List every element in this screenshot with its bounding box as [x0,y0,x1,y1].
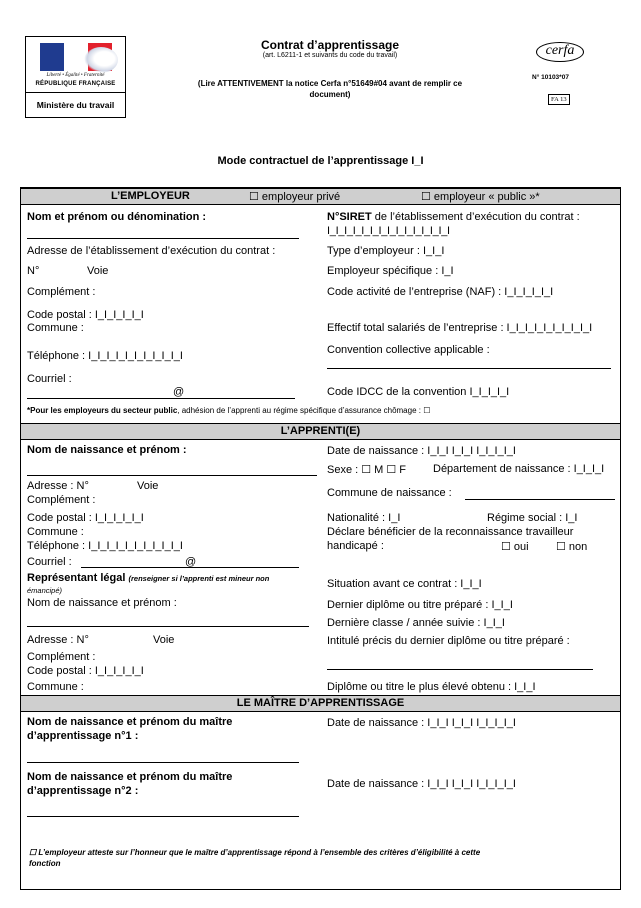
employeur-title: L’EMPLOYEUR [111,190,190,202]
employeur-at-sign: @ [173,386,185,398]
handicap-oui-checkbox[interactable]: ☐ oui [501,541,529,553]
maitre-title: LE MAÎTRE D’APPRENTISSAGE [236,697,405,709]
situation-field[interactable]: Situation avant ce contrat : I_I_I [327,578,482,590]
employeur-nom-field[interactable] [27,238,299,239]
representant-nom-label: Nom de naissance et prénom : [27,597,177,609]
apprenti-nom-label: Nom de naissance et prénom : [27,444,187,456]
marianne-icon [84,47,118,73]
employeur-telephone-field[interactable]: Téléphone : I_I_I_I_I_I_I_I_I_I_I [27,350,183,362]
republique-logo [25,36,126,118]
fa-badge: FA 13 [548,94,570,105]
maitre2-nom-label-line2: d’apprentissage n°2 : [27,785,139,797]
handicap-non-checkbox[interactable]: ☐ non [556,541,588,553]
document-subtitle: (art. L6211-1 et suivants du code du travail) [262,52,398,59]
attestation-checkbox[interactable]: ☐ L’employeur atteste sur l’honneur que le maître d’apprentissage répond à l’ensemble des critères d’éligibilité à cette fonction [29,848,481,868]
employeur-specifique-field[interactable]: Employeur spécifique : I_I [327,265,454,277]
intitule-diplome-label: Intitulé précis du dernier diplôme ou titre préparé : [327,635,570,647]
employeur-numero-label: N° [27,265,40,277]
mode-contractuel: Mode contractuel de l’apprentissage I_I [217,155,424,167]
representant-voie-label: Voie [153,634,175,646]
apprenti-commune-label: Commune : [27,526,84,538]
tricolor-flag [40,43,112,71]
employeur-prive-checkbox[interactable]: ☐ employeur privé [249,191,341,203]
apprenti-at-sign: @ [185,556,197,568]
employeur-band [21,188,620,205]
employeur-public-checkbox[interactable]: ☐ employeur « public »* [421,191,540,203]
cerfa-logo: cerfa [536,42,584,62]
convention-label: Convention collective applicable : [327,344,490,356]
dernier-diplome-field[interactable]: Dernier diplôme ou titre préparé : I_I_I [327,599,513,611]
siret-field[interactable]: I_I_I_I_I_I_I_I_I_I_I_I_I_I_I [327,225,450,237]
apprenti-title: L’APPRENTI(E) [280,425,361,437]
form-frame [20,187,621,890]
representant-nom-field[interactable] [27,626,309,627]
employeur-adresse-label: Adresse de l’établissement d’exécution du contrat : [27,245,276,257]
representant-label: Représentant légal (renseigner si l’apprenti est mineur non [27,572,270,584]
type-employeur-field[interactable]: Type d’employeur : I_I_I [327,245,445,257]
apprenti-adresse-label: Adresse : N° [27,480,89,492]
apprenti-nom-field[interactable] [27,475,317,476]
regime-social-field[interactable]: Régime social : I_I [487,512,578,524]
commune-naissance-field[interactable] [465,499,615,500]
employeur-commune-label: Commune : [27,322,84,334]
derniere-classe-field[interactable]: Dernière classe / année suivie : I_I_I [327,617,505,629]
diplome-eleve-field[interactable]: Diplôme ou titre le plus élevé obtenu : I_I_I [327,681,536,693]
apprenti-date-naissance-field[interactable]: Date de naissance : I_I_I I_I_I I_I_I_I_I [327,445,516,457]
employeur-nom-label: Nom et prénom ou dénomination : [27,211,207,223]
siret-label: N°SIRET de l’établissement d’exécution du contrat : [327,211,580,223]
maitre2-nom-label-line1: Nom de naissance et prénom du maître [27,771,233,783]
apprenti-courriel-label: Courriel : [27,556,72,568]
notice-instruction: (Lire ATTENTIVEMENT la notice Cerfa n°51649#04 avant de remplir ce document) [197,79,463,99]
apprenti-telephone-field[interactable]: Téléphone : I_I_I_I_I_I_I_I_I_I_I [27,540,183,552]
ministere-label: Ministère du travail [36,100,115,110]
motto: Liberté • Égalité • Fraternité [46,73,105,78]
cerfa-number: N° 10103*07 [532,74,569,81]
maitre1-nom-label-line2: d’apprentissage n°1 : [27,730,139,742]
public-note[interactable]: *Pour les employeurs du secteur public, adhésion de l’apprenti au régime spécifique d’assurance chômage : ☐ [27,406,431,415]
handicap-label-line2: handicapé : [327,540,384,552]
maitre-band [21,695,620,712]
convention-field[interactable] [327,368,611,369]
maitre2-date-naissance-field[interactable]: Date de naissance : I_I_I I_I_I I_I_I_I_I [327,778,516,790]
representant-note: émancipé) [27,586,63,595]
representant-adresse-label: Adresse : N° [27,634,89,646]
representant-code-postal-field[interactable]: Code postal : I_I_I_I_I_I [27,665,144,677]
employeur-complement-label: Complément : [27,286,96,298]
apprenti-voie-label: Voie [137,480,159,492]
maitre1-nom-label-line1: Nom de naissance et prénom du maître [27,716,233,728]
departement-naissance-field[interactable]: Département de naissance : I_I_I_I [433,463,605,475]
commune-naissance-label: Commune de naissance : [327,487,452,499]
idcc-field[interactable]: Code IDCC de la convention I_I_I_I_I [327,386,510,398]
intitule-diplome-field[interactable] [327,669,593,670]
handicap-label-line1: Déclare bénéficier de la reconnaissance travailleur [327,526,574,538]
republique-label: RÉPUBLIQUE FRANÇAISE [35,81,116,87]
employeur-voie-label: Voie [87,265,109,277]
document-title: Contrat d’apprentissage [260,38,400,52]
naf-field[interactable]: Code activité de l’entreprise (NAF) : I_I_I_I_I_I [327,286,554,298]
employeur-code-postal-field[interactable]: Code postal : I_I_I_I_I_I [27,309,144,321]
apprenti-band [21,423,620,440]
maitre2-nom-field[interactable] [27,816,299,817]
apprenti-complement-label: Complément : [27,494,96,506]
representant-complement-label: Complément : [27,651,96,663]
nationalite-field[interactable]: Nationalité : I_I [327,512,401,524]
apprenti-sexe-checkbox[interactable]: Sexe : ☐ M ☐ F [327,464,407,476]
apprenti-code-postal-field[interactable]: Code postal : I_I_I_I_I_I [27,512,144,524]
employeur-courriel-label: Courriel : [27,373,72,385]
maitre1-date-naissance-field[interactable]: Date de naissance : I_I_I I_I_I I_I_I_I_I [327,717,516,729]
representant-commune-label: Commune : [27,681,84,693]
maitre1-nom-field[interactable] [27,762,299,763]
employeur-courriel-field[interactable] [27,398,295,399]
effectif-field[interactable]: Effectif total salariés de l’entreprise : I_I_I_I_I_I_I_I_I_I [327,322,593,334]
